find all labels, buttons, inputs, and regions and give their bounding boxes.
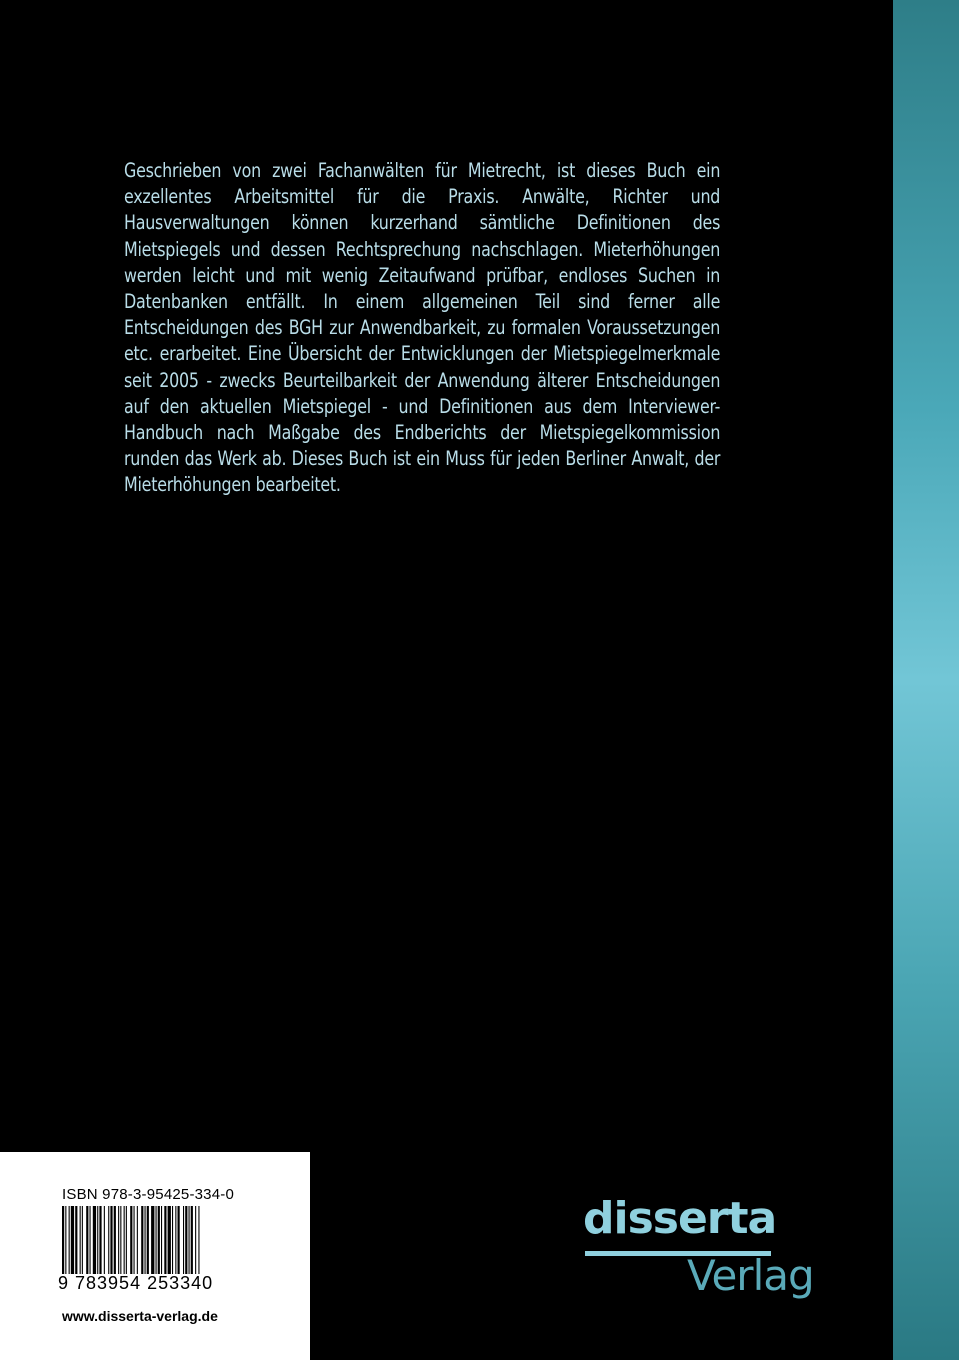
isbn-label: ISBN 978-3-95425-334-0 [62, 1186, 235, 1203]
barcode-icon [62, 1206, 250, 1276]
logo-word-disserta: disserta [583, 1193, 777, 1244]
logo-word-verlag: Verlag [687, 1251, 814, 1300]
publisher-logo [583, 1194, 843, 1314]
blurb-text: Geschrieben von zwei Fachanwälten für Mietrecht, ist dieses Buch ein exzellentes Arbeitsmittel für die Praxis. Anwälte, Richter und Hausverwaltungen können kurzerhand sämtliche Definitionen des Mietspiegels und dessen Rechtsprechung nachschlagen. Mieterhöhungen werden leicht und mit wenig Zeitaufwand prüfbar, endloses Suchen in Datenbanken entfällt. In einem allgemeinen Teil sind ferner alle Entscheidungen des BGH zur Anwendbarkeit, zu formalen Voraussetzungen etc. erarbeitet. Eine Übersicht der Entwicklungen der Mietspiegelmerkmale seit 2005 - zwecks Beurteilbarkeit der Anwendung älterer Entscheidungen auf den aktuellen Mietspiegel - und Definitionen aus dem Interviewer-Handbuch nach Maßgabe des Endberichts der Mietspiegelkommission runden das Werk ab. Dieses Buch ist ein Muss für jeden Berliner Anwalt, der Mieterhöhungen bearbeitet. [124, 159, 721, 497]
spine-strip [893, 0, 959, 1360]
barcode-digits: 9 783954 253340 [58, 1273, 214, 1293]
publisher-website: www.disserta-verlag.de [62, 1308, 218, 1324]
